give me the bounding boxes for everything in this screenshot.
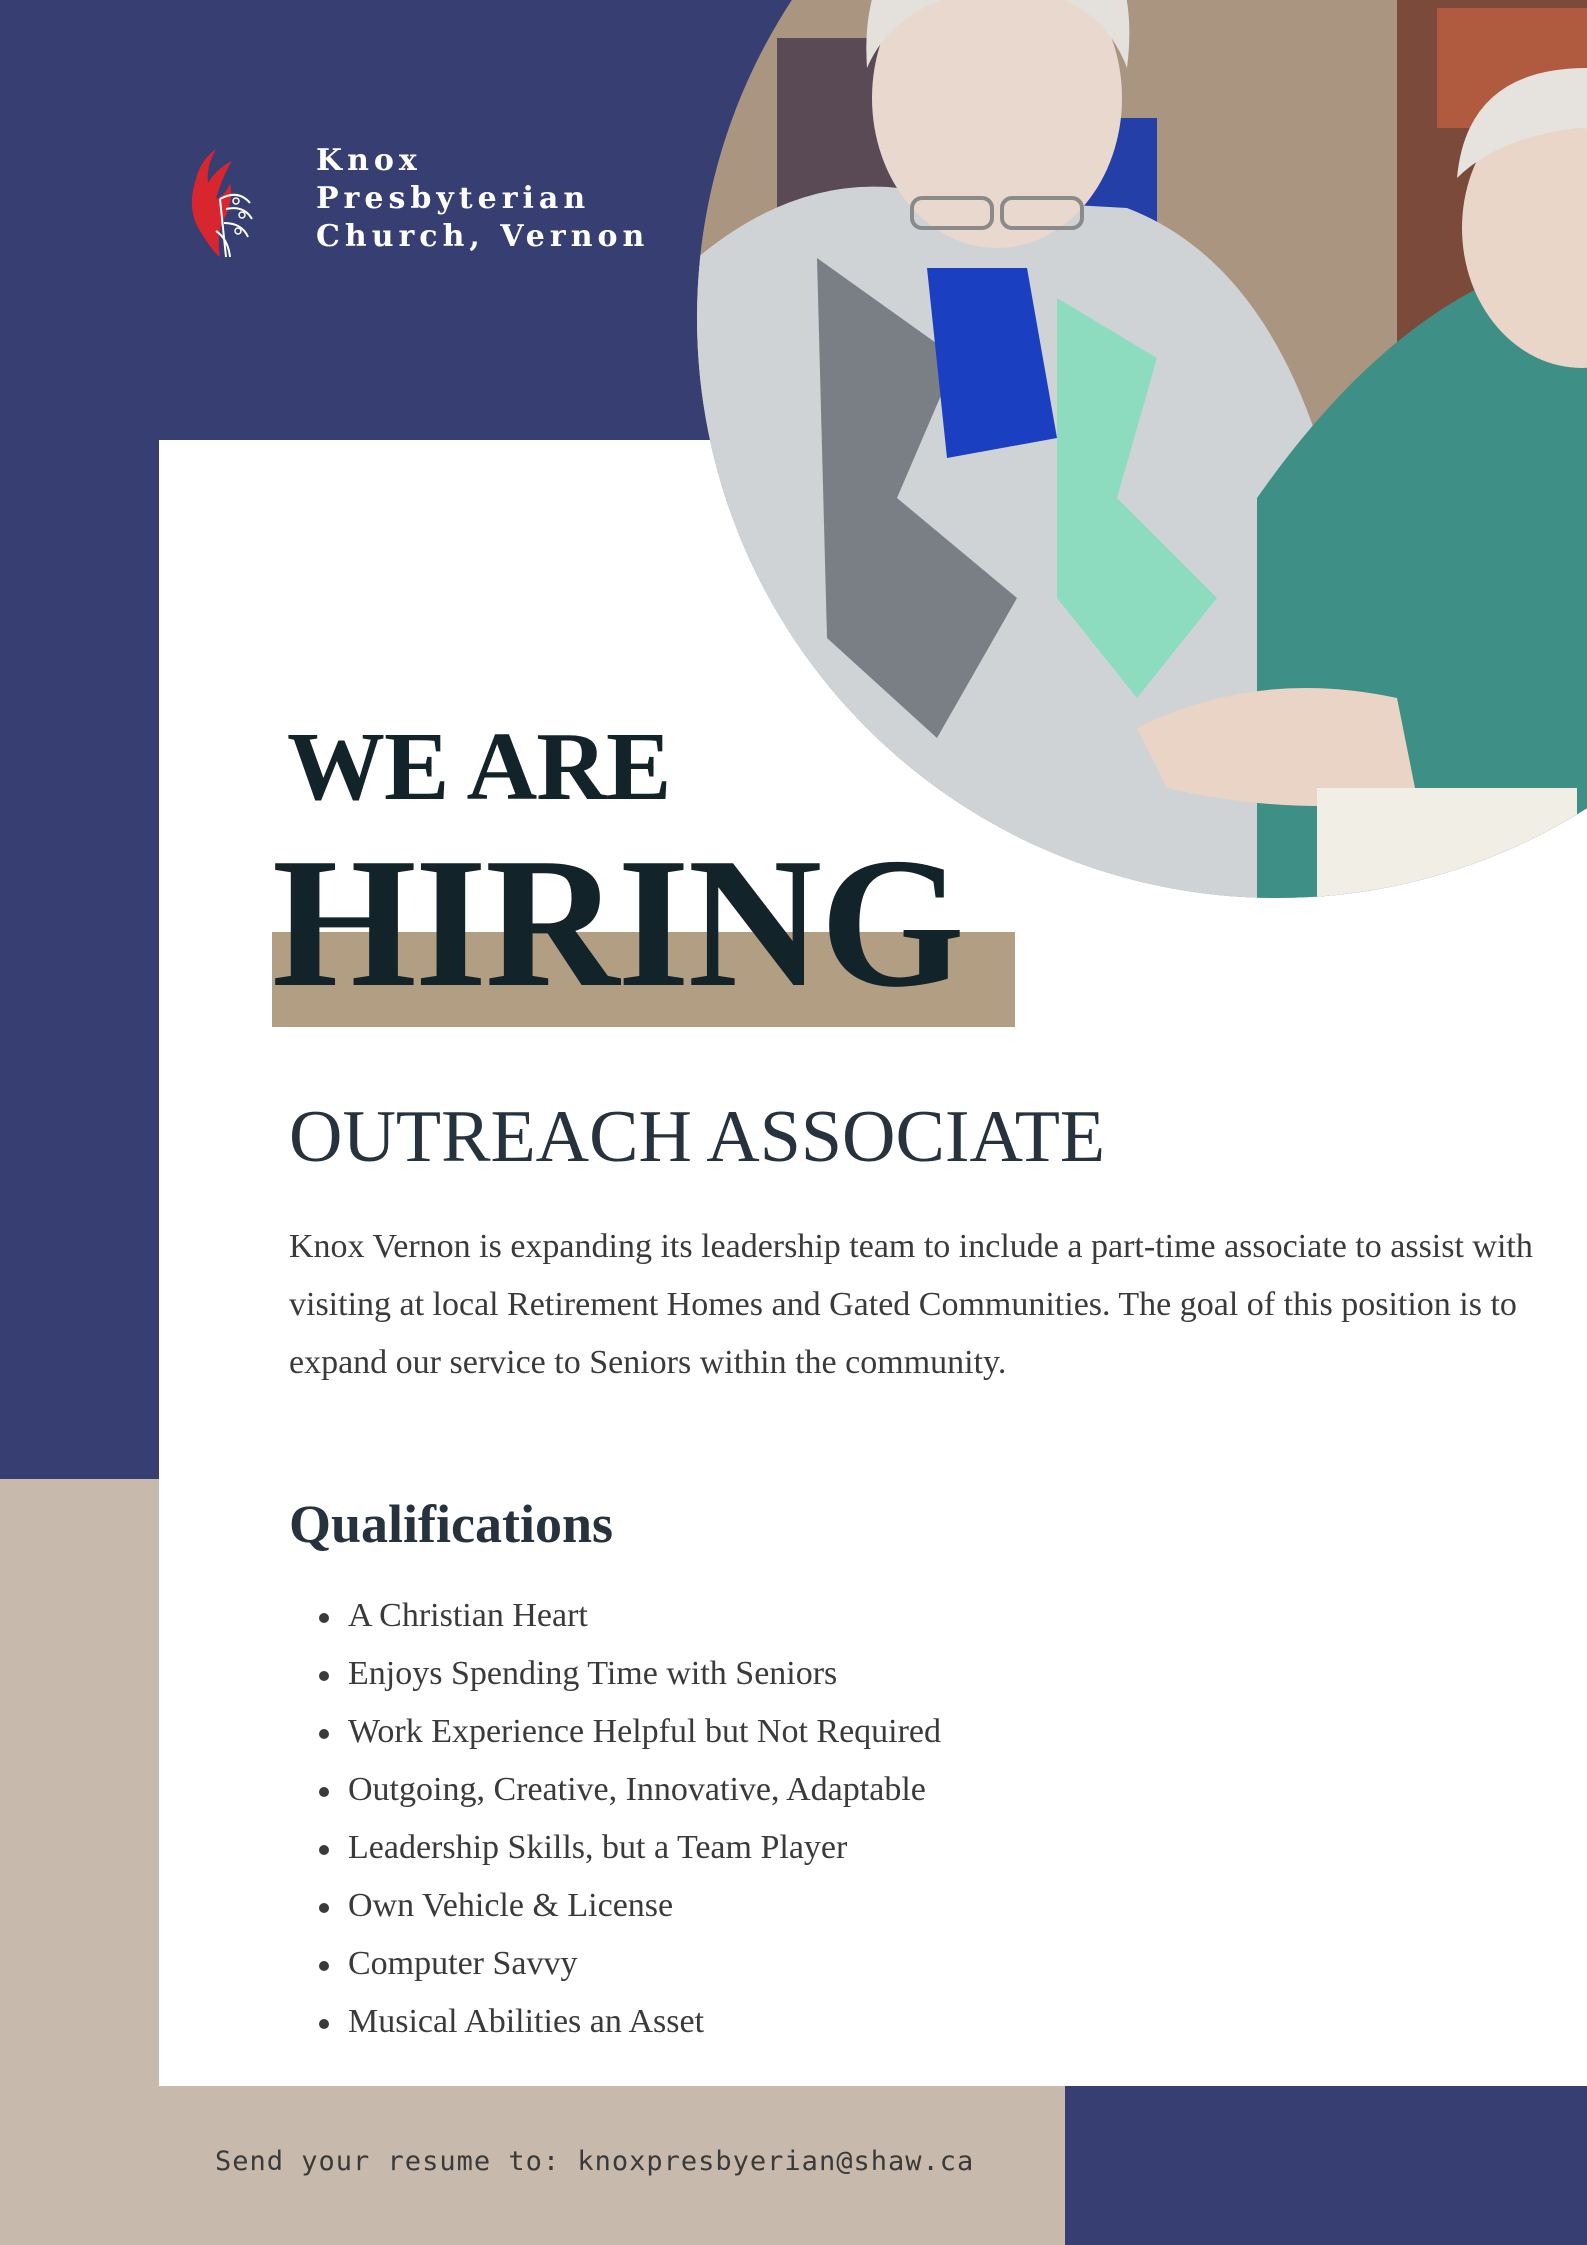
position-title: OUTREACH ASSOCIATE (289, 1096, 1106, 1178)
qualification-item: Computer Savvy (317, 1935, 941, 1993)
navy-footer-block (1065, 2086, 1587, 2245)
church-name-line-3: Church, Vernon (316, 219, 650, 254)
qualification-item: Own Vehicle & License (317, 1877, 941, 1935)
church-name (316, 142, 649, 256)
headline-hiring: HIRING (272, 820, 963, 1026)
qualification-item: Musical Abilities an Asset (317, 1993, 941, 2051)
qualifications-heading: Qualifications (289, 1494, 614, 1554)
burning-bush-dove-icon (186, 139, 254, 261)
church-name-line-1: Knox (316, 143, 422, 178)
position-description: Knox Vernon is expanding its leadership team to include a part-time associate to assist with visiting at local Retirement Homes and Gated Communities. The goal of this position is to expand our service to Seniors within the community. (289, 1228, 1533, 1381)
church-name-line-2: Presbyterian (316, 181, 591, 216)
qualifications-list (317, 1587, 941, 2051)
qualification-item: Work Experience Helpful but Not Required (317, 1703, 941, 1761)
headline-we-are: WE ARE (287, 713, 671, 821)
qualification-item: Leadership Skills, but a Team Player (317, 1819, 941, 1877)
qualification-item: Outgoing, Creative, Innovative, Adaptable (317, 1761, 941, 1819)
qualification-item: Enjoys Spending Time with Seniors (317, 1645, 941, 1703)
qualification-item: A Christian Heart (317, 1587, 941, 1645)
resume-contact-line: Send your resume to: knoxpresbyerian@shaw.ca (215, 2146, 975, 2177)
